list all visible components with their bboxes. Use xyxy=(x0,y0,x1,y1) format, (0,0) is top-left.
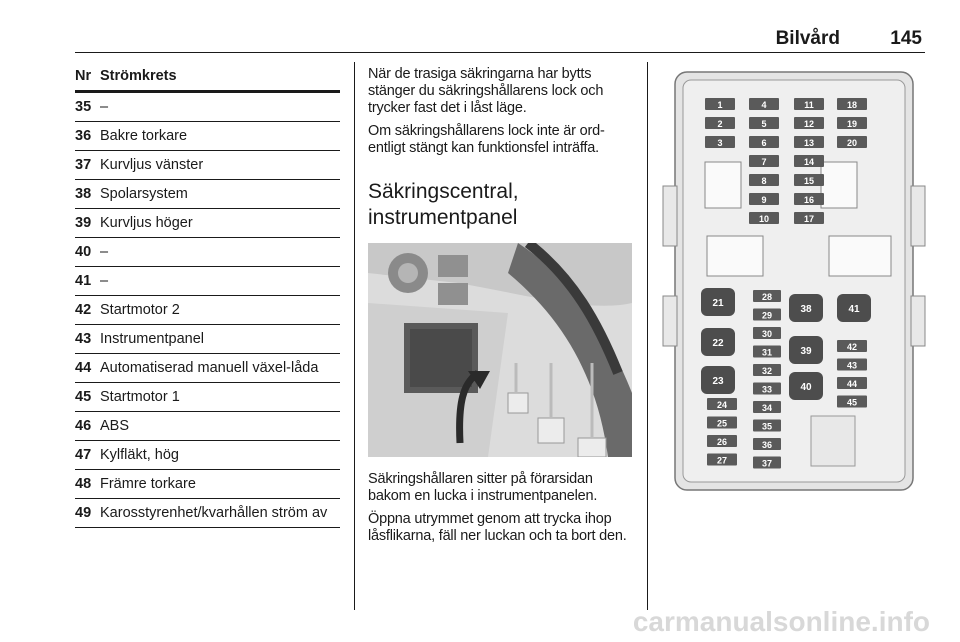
fuse xyxy=(753,346,781,358)
circuit-name: Kurvljus höger xyxy=(100,215,193,231)
fuse xyxy=(753,438,781,450)
fuse xyxy=(753,327,781,339)
fuse-label: 28 xyxy=(761,292,773,302)
watermark: carmanualsonline.info xyxy=(632,606,930,637)
fuse-label: 22 xyxy=(712,338,724,349)
table-row xyxy=(75,267,340,296)
fuse xyxy=(749,98,779,110)
fuse-label: 14 xyxy=(803,157,815,167)
table-row xyxy=(75,383,340,412)
fuse-label: 35 xyxy=(761,421,773,432)
fuse-label: 38 xyxy=(800,304,812,315)
table-row xyxy=(75,93,340,122)
fuse xyxy=(701,288,735,316)
circuit-name: Karosstyrenhet/kvarhållen ström av xyxy=(100,505,328,521)
fuse-label: 32 xyxy=(761,366,773,376)
section-heading: Säkringscentral, instrumentpanel xyxy=(368,180,519,229)
fuse-label: 31 xyxy=(761,347,773,358)
fuse-label: 20 xyxy=(846,138,858,148)
fuse-label: 39 xyxy=(800,346,812,357)
fuse-label: 26 xyxy=(716,437,728,447)
fuse-label: 37 xyxy=(761,458,773,469)
fuse xyxy=(753,420,781,432)
fuse xyxy=(753,457,781,469)
fuse xyxy=(707,398,737,410)
fuse xyxy=(705,98,735,110)
table-row xyxy=(75,470,340,499)
page-number: 145 xyxy=(890,28,922,49)
fuse-label: 44 xyxy=(846,379,858,389)
fuse-number: 47 xyxy=(75,447,92,463)
circuit-name: Automatiserad manuell växel-låda xyxy=(100,360,319,376)
fuse xyxy=(753,401,781,413)
table-row xyxy=(75,296,340,325)
fuse xyxy=(837,359,867,371)
fuse xyxy=(749,174,779,186)
header-title: Bilvård xyxy=(775,28,840,49)
fuse-label: 34 xyxy=(761,403,773,413)
circuit-name: – xyxy=(100,244,109,260)
header-rule xyxy=(75,52,925,53)
circuit-name: Instrumentpanel xyxy=(100,331,204,347)
fuse xyxy=(794,136,824,148)
fuse-label: 42 xyxy=(846,342,858,352)
fuse-label: 4 xyxy=(761,100,767,110)
fuse-label: 24 xyxy=(716,400,728,410)
table-row xyxy=(75,209,340,238)
fuse-label: 23 xyxy=(712,376,724,387)
fuse-label: 9 xyxy=(761,195,767,205)
fuse xyxy=(753,290,781,302)
circuit-name: ABS xyxy=(100,418,130,434)
fuse-number: 44 xyxy=(75,360,92,376)
fuse xyxy=(749,136,779,148)
fuse xyxy=(707,417,737,429)
fuse xyxy=(794,117,824,129)
fuse-label: 12 xyxy=(803,119,815,129)
fuse-label: 17 xyxy=(803,214,815,224)
table-row xyxy=(75,122,340,151)
table-row xyxy=(75,412,340,441)
table-row xyxy=(75,441,340,470)
fuse-number: 48 xyxy=(75,476,92,492)
fuse-number: 49 xyxy=(75,505,92,521)
paragraph: Öppna utrymmet genom att trycka ihop låsflikarna, fäll ner luckan och ta bort den. xyxy=(368,511,627,544)
fuse-label: 5 xyxy=(761,119,767,129)
fuse xyxy=(837,117,867,129)
fuse xyxy=(789,372,823,400)
fuse-label: 3 xyxy=(717,138,723,148)
fuse-label: 7 xyxy=(761,157,767,167)
fuse xyxy=(794,212,824,224)
fuse xyxy=(749,212,779,224)
fuse xyxy=(794,98,824,110)
fuse xyxy=(794,174,824,186)
fuse xyxy=(753,309,781,321)
fuse-number: 38 xyxy=(75,186,92,202)
table-row xyxy=(75,151,340,180)
circuit-name: Kylfläkt, hög xyxy=(100,447,179,463)
paragraph: Om säkringshållarens lock inte är ord-entligt stängt kan funktionsfel inträffa. xyxy=(368,123,605,156)
circuit-name: Startmotor 1 xyxy=(100,389,180,405)
fuse xyxy=(837,136,867,148)
fuse-label: 19 xyxy=(846,119,858,129)
fuse xyxy=(753,364,781,376)
fuse-number: 36 xyxy=(75,128,92,144)
fuse xyxy=(837,98,867,110)
fuse-label: 1 xyxy=(717,100,723,110)
fuse xyxy=(837,396,867,408)
fuse-label: 10 xyxy=(758,214,770,224)
fuse-label: 30 xyxy=(761,329,773,339)
fuse-label: 8 xyxy=(761,176,767,186)
table-row xyxy=(75,354,340,383)
fuse-label: 41 xyxy=(848,304,860,315)
fuse-number: 37 xyxy=(75,157,92,173)
fuse-label: 25 xyxy=(716,418,728,429)
circuit-name: Kurvljus vänster xyxy=(100,157,204,173)
fuse-number: 46 xyxy=(75,418,92,434)
fuse-table xyxy=(75,62,340,528)
fuse-label: 21 xyxy=(712,298,724,309)
fuse xyxy=(837,340,867,352)
fuse xyxy=(837,377,867,389)
fuse xyxy=(705,117,735,129)
circuit-name: Spolarsystem xyxy=(100,186,188,202)
circuit-name: – xyxy=(100,273,109,289)
fuse-number: 42 xyxy=(75,302,92,318)
fuse xyxy=(837,294,871,322)
fuse xyxy=(749,155,779,167)
paragraph: Säkringshållaren sitter på förarsidan bakom en lucka i instrumentpanelen. xyxy=(368,471,598,504)
fuse-label: 29 xyxy=(761,310,773,321)
fuse-label: 11 xyxy=(804,100,814,110)
fuse xyxy=(789,336,823,364)
fuse-label: 27 xyxy=(716,455,728,466)
circuit-name: – xyxy=(100,99,109,115)
fuse-box-diagram xyxy=(661,66,927,496)
dashboard-photo xyxy=(368,243,632,457)
fuse xyxy=(753,383,781,395)
fuse-label: 13 xyxy=(803,138,815,148)
fuse-number: 41 xyxy=(75,273,92,289)
circuit-name: Främre torkare xyxy=(100,476,196,492)
fuse xyxy=(701,366,735,394)
col-circuit-header: Strömkrets xyxy=(100,68,177,84)
table-row xyxy=(75,180,340,209)
fuse-label: 45 xyxy=(846,397,858,408)
fuse-number: 43 xyxy=(75,331,92,347)
fuse xyxy=(701,328,735,356)
fuse xyxy=(794,155,824,167)
fuse xyxy=(707,454,737,466)
fuse xyxy=(789,294,823,322)
table-row xyxy=(75,499,340,528)
fuse-label: 36 xyxy=(761,440,773,450)
fuse-label: 15 xyxy=(803,176,815,186)
fuse-label: 43 xyxy=(846,360,858,371)
fuse-label: 18 xyxy=(846,100,858,110)
fuse-number: 40 xyxy=(75,244,92,260)
text-column xyxy=(368,66,634,551)
fuse-label: 2 xyxy=(717,119,723,129)
fuse-label: 6 xyxy=(761,138,767,148)
col-nr-header: Nr xyxy=(75,68,92,84)
table-header xyxy=(75,62,340,93)
circuit-name: Bakre torkare xyxy=(100,128,188,144)
fuse xyxy=(707,435,737,447)
table-row xyxy=(75,238,340,267)
fuse-number: 39 xyxy=(75,215,92,231)
fuse xyxy=(749,117,779,129)
fuse-number: 45 xyxy=(75,389,92,405)
column-divider xyxy=(354,62,355,610)
table-row xyxy=(75,325,340,354)
column-divider xyxy=(647,62,648,610)
fuse xyxy=(749,193,779,205)
fuse xyxy=(794,193,824,205)
paragraph: När de trasiga säkringarna har bytts stänger du säkringshållarens lock och trycker fast det i låst läge. xyxy=(368,66,604,116)
fuse-number: 35 xyxy=(75,99,92,115)
fuse-label: 40 xyxy=(800,382,812,393)
fuse-label: 33 xyxy=(761,384,773,395)
fuse-label: 16 xyxy=(803,195,815,205)
fuse xyxy=(705,136,735,148)
circuit-name: Startmotor 2 xyxy=(100,302,180,318)
